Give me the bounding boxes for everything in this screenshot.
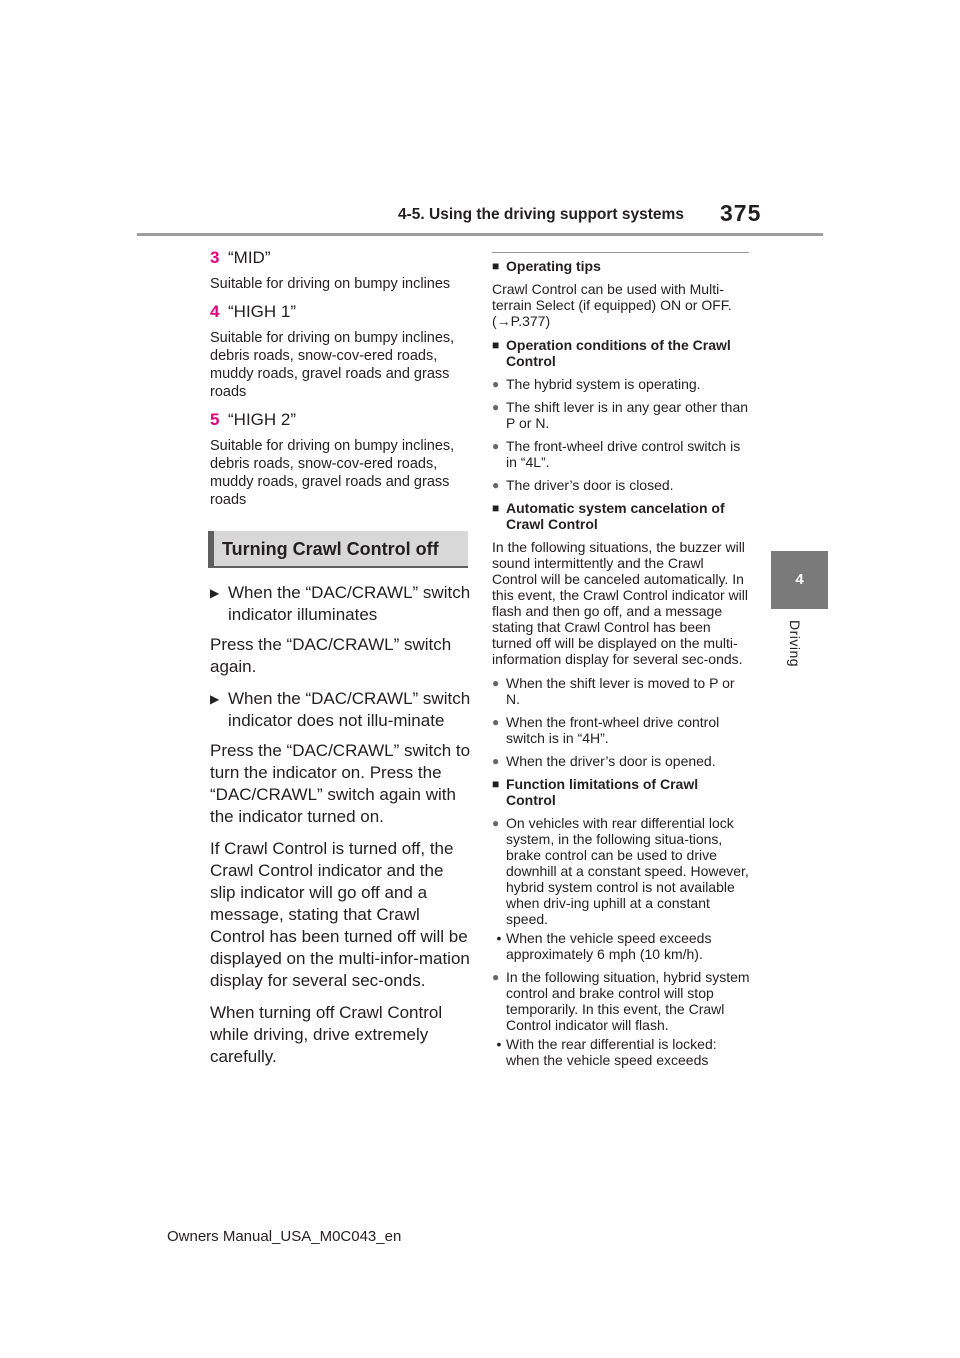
bullet-icon: • <box>496 930 502 946</box>
list-item: ● The shift lever is in any gear other than P or N. <box>492 399 749 431</box>
subsection-heading <box>492 337 750 369</box>
case-heading <box>210 582 472 626</box>
list-item: ● On vehicles with rear differential lock system, in the following situa-tions, brake control can be used to drive downhill at a constant speed. However, hybrid system control is not available when driv-ing uphill at a constant speed. <box>492 815 749 927</box>
step-title: “HIGH 2” <box>228 410 296 429</box>
case-title: When the “DAC/CRAWL” switch indicator illuminates <box>228 583 471 624</box>
step-title: “HIGH 1” <box>228 302 296 321</box>
heading-text: Operation conditions of the Crawl Control <box>506 337 731 369</box>
sub-list-item: • When the vehicle speed exceeds approximately 6 mph (10 km/h). <box>492 930 750 962</box>
heading-text: Operating tips <box>506 258 601 274</box>
square-bullet-icon: ■ <box>492 259 500 273</box>
step-description: Suitable for driving on bumpy inclines, debris roads, snow-cov-ered roads, muddy roads, gravel roads and grass roads <box>210 330 455 400</box>
step-description: Suitable for driving on bumpy inclines, debris roads, snow-cov-ered roads, muddy roads, gravel roads and grass roads <box>210 438 455 508</box>
square-bullet-icon: ■ <box>492 777 500 791</box>
body-paragraph: When turning off Crawl Control while driving, drive extremely carefully. <box>210 1003 443 1066</box>
list-item: ● The driver’s door is closed. <box>492 477 674 493</box>
header-rule <box>137 233 823 236</box>
circle-bullet-icon: ● <box>492 478 500 492</box>
right-column <box>492 252 750 1075</box>
left-column <box>210 247 472 1078</box>
case-title: When the “DAC/CRAWL” switch indicator does not illu-minate <box>228 689 471 730</box>
circle-bullet-icon: ● <box>492 715 500 729</box>
triangle-right-icon: ▶ <box>210 692 220 706</box>
square-bullet-icon: ■ <box>492 501 500 515</box>
auto-text: In the following situations, the buzzer will sound intermittently and the Crawl Control will be canceled automatically. In this event, the Crawl Control indicator will flash and then go off, and a message stating that Crawl Control has been turned off will be displayed on the multi-information display for several sec-onds. <box>492 539 748 667</box>
footer-text: Owners Manual_USA_M0C043_en <box>167 1228 402 1245</box>
column-rule <box>492 252 749 253</box>
list-item: ● When the driver’s door is opened. <box>492 753 716 769</box>
chapter-label: Driving <box>787 620 803 668</box>
tips-text: Crawl Control can be used with Multi-terrain Select (if equipped) ON or OFF. (→P.377) <box>492 281 732 329</box>
body-paragraph: If Crawl Control is turned off, the Crawl Control indicator and the slip indicator will go off and a message, stating that Crawl Control has been turned off will be displayed on the multi-infor-mation display for several sec-onds. <box>210 839 470 990</box>
subsection-heading <box>492 776 750 808</box>
circle-bullet-icon: ● <box>492 816 500 830</box>
step-number: 5 <box>210 410 220 429</box>
list-item: ● The hybrid system is operating. <box>492 376 701 392</box>
circle-bullet-icon: ● <box>492 754 500 768</box>
step-item <box>210 247 472 269</box>
circle-bullet-icon: ● <box>492 377 500 391</box>
subsection-heading <box>492 500 750 532</box>
bullet-icon: • <box>496 1036 502 1052</box>
chapter-tab: 4 <box>771 551 828 609</box>
section-title: 4-5. Using the driving support systems <box>398 206 684 223</box>
circle-bullet-icon: ● <box>492 439 500 453</box>
list-item: ● The front-wheel drive control switch is in “4L”. <box>492 438 741 470</box>
step-item <box>210 301 472 323</box>
heading-text: Function limitations of Crawl Control <box>506 776 699 808</box>
page-number: 375 <box>720 200 762 226</box>
sub-list-item: • With the rear differential is locked: when the vehicle speed exceeds <box>492 1036 750 1068</box>
subsection-heading <box>492 258 750 274</box>
case-text: Press the “DAC/CRAWL” switch again. <box>210 635 452 676</box>
step-title: “MID” <box>228 248 271 267</box>
list-item: ● In the following situation, hybrid system control and brake control will stop temporarily. In this event, the Crawl Control indicator will flash. <box>492 969 750 1033</box>
case-heading <box>210 688 472 732</box>
circle-bullet-icon: ● <box>492 676 500 690</box>
step-description: Suitable for driving on bumpy inclines <box>210 276 451 292</box>
triangle-right-icon: ▶ <box>210 586 220 600</box>
section-heading: Turning Crawl Control off <box>208 531 468 568</box>
list-item: ● When the front-wheel drive control switch is in “4H”. <box>492 714 720 746</box>
square-bullet-icon: ■ <box>492 338 500 352</box>
case-text: Press the “DAC/CRAWL” switch to turn the indicator on. Press the “DAC/CRAWL” switch again with the indicator turned on. <box>210 741 471 826</box>
step-number: 3 <box>210 248 220 267</box>
heading-text: Automatic system cancelation of Crawl Control <box>506 500 725 532</box>
step-item <box>210 409 472 431</box>
circle-bullet-icon: ● <box>492 970 500 984</box>
list-item: ● When the shift lever is moved to P or N. <box>492 675 735 707</box>
circle-bullet-icon: ● <box>492 400 500 414</box>
step-number: 4 <box>210 302 220 321</box>
